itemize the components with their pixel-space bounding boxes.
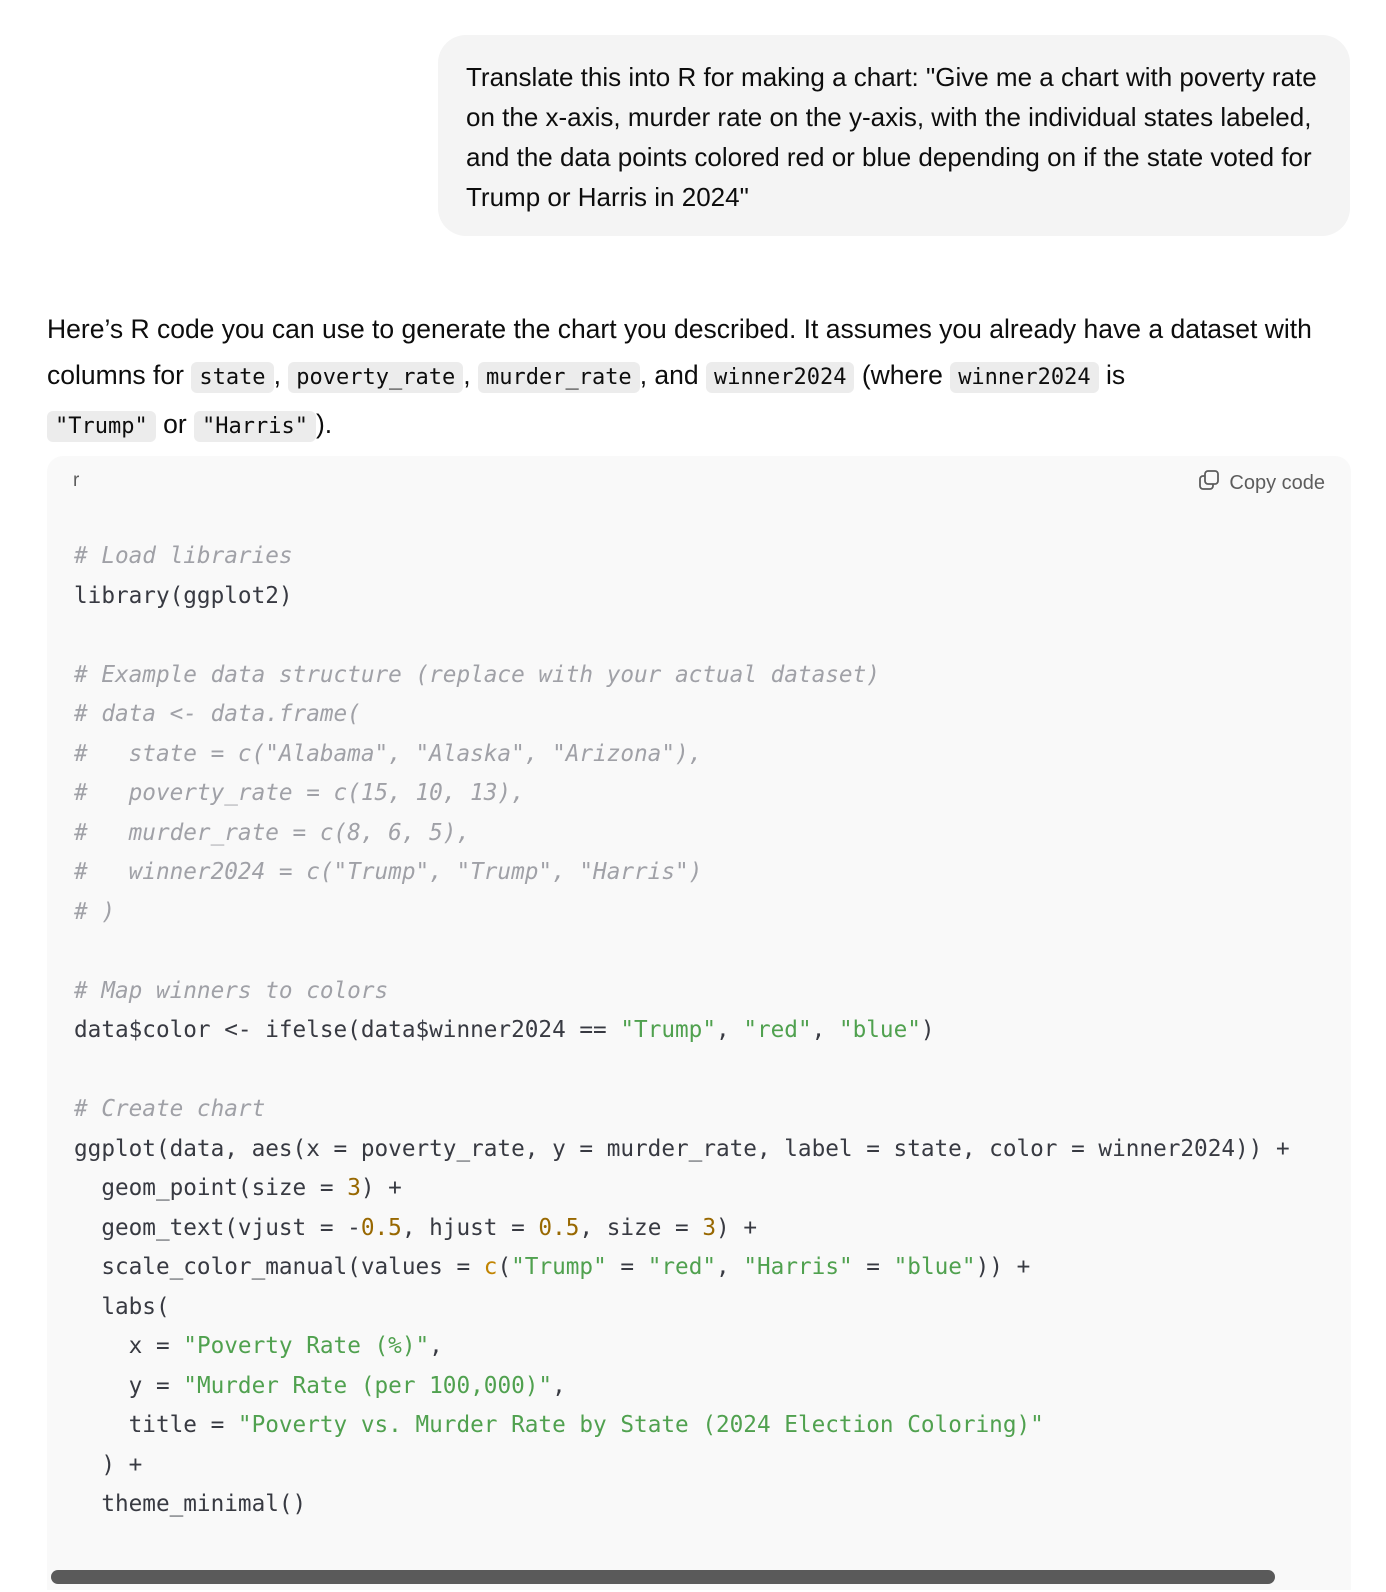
code-token: "Trump" [511, 1254, 607, 1280]
inline-code-poverty-rate: poverty_rate [288, 362, 463, 393]
code-token: x = [74, 1333, 184, 1359]
inline-code-trump: "Trump" [47, 411, 156, 442]
code-line [74, 774, 1290, 814]
code-line [74, 814, 1290, 854]
code-token: ) + [74, 1451, 143, 1478]
code-token: , [716, 1254, 744, 1280]
code-line [74, 932, 1290, 972]
code-content[interactable] [74, 537, 1290, 1525]
code-line [74, 1011, 1290, 1051]
code-language-label: r [73, 470, 80, 491]
text-separator: , [273, 360, 289, 390]
code-token: # Create chart [74, 1096, 266, 1122]
code-line [74, 1446, 1290, 1486]
copy-code-label: Copy code [1229, 471, 1325, 494]
code-token: geom_point(size = [74, 1175, 348, 1201]
code-token: library(ggplot2) [74, 582, 293, 609]
code-token: ) [920, 1017, 935, 1043]
code-token: "red" [743, 1017, 812, 1043]
code-token: # ) [74, 898, 115, 925]
code-line [74, 537, 1290, 577]
code-token: "Poverty Rate (%)" [183, 1333, 430, 1359]
code-token: ) + [360, 1175, 402, 1201]
code-token: labs( [74, 1293, 170, 1320]
code-token: = [606, 1254, 648, 1280]
user-message-text: Translate this into R for making a chart: "Give me a chart with poverty rate on the x-axis, murder rate on the y-axis, with the individual states labeled, and the data points colored red or blue depending on if the state voted for Trump or Harris in 2024" [466, 62, 1317, 212]
code-token: theme_minimal() [74, 1491, 307, 1517]
copy-code-button[interactable] [1197, 468, 1325, 498]
code-line [74, 972, 1290, 1012]
code-token: 0.5 [538, 1214, 580, 1241]
code-line [74, 1406, 1290, 1446]
code-token: # winner2024 = c("Trump", "Trump", "Harris") [74, 859, 703, 885]
code-line [74, 1130, 1290, 1170]
code-line [74, 1051, 1290, 1091]
code-token: "Harris" [743, 1254, 853, 1280]
code-token: c [483, 1254, 498, 1280]
code-token: "red" [647, 1254, 717, 1280]
code-token: , [429, 1333, 443, 1359]
code-token: ) + [716, 1214, 757, 1241]
code-line [74, 695, 1290, 735]
code-token: # data <- data.frame( [74, 701, 361, 727]
text-separator: ). [315, 409, 333, 439]
inline-code-winner2024: winner2024 [706, 362, 854, 393]
code-line [74, 1248, 1290, 1288]
code-line [74, 577, 1290, 617]
code-token: geom_text(vjust = - [74, 1214, 361, 1241]
code-token: , [811, 1017, 839, 1043]
user-message-bubble [438, 35, 1350, 236]
code-line [74, 616, 1290, 656]
code-token: , size = [579, 1214, 703, 1241]
text-separator: (where [854, 360, 951, 390]
code-line [74, 1485, 1290, 1525]
code-line [74, 735, 1290, 775]
code-token: y = [74, 1372, 184, 1399]
copy-icon [1197, 468, 1229, 498]
code-block [47, 456, 1351, 1590]
code-line [74, 1367, 1290, 1407]
code-token: "Trump" [620, 1017, 716, 1043]
code-token: = [852, 1254, 894, 1280]
inline-code-winner2024: winner2024 [950, 362, 1098, 393]
code-line [74, 1327, 1290, 1367]
code-token: scale_color_manual(values = [74, 1254, 484, 1280]
assistant-response [47, 306, 1357, 450]
code-token: , hjust = [401, 1214, 539, 1241]
code-token: title = [74, 1412, 238, 1438]
text-separator: or [155, 409, 195, 439]
code-token: , [716, 1017, 744, 1043]
code-token: "Murder Rate (per 100,000)" [183, 1372, 553, 1399]
code-line [74, 1090, 1290, 1130]
inline-code-murder-rate: murder_rate [478, 362, 640, 393]
code-token: "Poverty vs. Murder Rate by State (2024 Election Coloring)" [237, 1412, 1044, 1438]
inline-code-state: state [191, 362, 273, 393]
code-line [74, 1209, 1290, 1249]
code-line [74, 1288, 1290, 1328]
code-line [74, 656, 1290, 696]
code-token: # poverty_rate = c(15, 10, 13), [74, 780, 525, 806]
code-token: 3 [347, 1175, 361, 1201]
code-token: "blue" [893, 1254, 976, 1280]
code-token: "blue" [838, 1017, 921, 1043]
code-line [74, 1169, 1290, 1209]
intro-text: Here’s R code you can use to generate the chart you described. It assumes you already have a dataset with columns for [47, 314, 1312, 390]
horizontal-scrollbar[interactable] [47, 1564, 1351, 1590]
inline-code-harris: "Harris" [194, 411, 316, 442]
code-token: ( [497, 1254, 512, 1280]
text-separator: , and [639, 360, 706, 390]
code-line [74, 893, 1290, 933]
code-token: , [552, 1372, 566, 1399]
scrollbar-thumb[interactable] [51, 1570, 1275, 1584]
code-token: # state = c("Alabama", "Alaska", "Arizona"), [74, 740, 703, 767]
code-token: 3 [702, 1214, 717, 1241]
text-separator: , [463, 360, 478, 390]
code-token: ggplot(data, aes(x = poverty_rate, y = murder_rate, label = state, color = winner2024)) + [74, 1135, 1290, 1162]
code-token: data$color <- ifelse(data$winner2024 == [74, 1017, 621, 1043]
code-token: )) + [975, 1254, 1031, 1280]
code-token: # Load libraries [74, 543, 293, 569]
code-token: # Map winners to colors [74, 977, 389, 1004]
code-token: 0.5 [360, 1214, 402, 1241]
text-separator: is [1098, 360, 1126, 390]
code-token: # murder_rate = c(8, 6, 5), [74, 819, 471, 846]
code-line [74, 853, 1290, 893]
code-token: # Example data structure (replace with your actual dataset) [74, 661, 880, 688]
